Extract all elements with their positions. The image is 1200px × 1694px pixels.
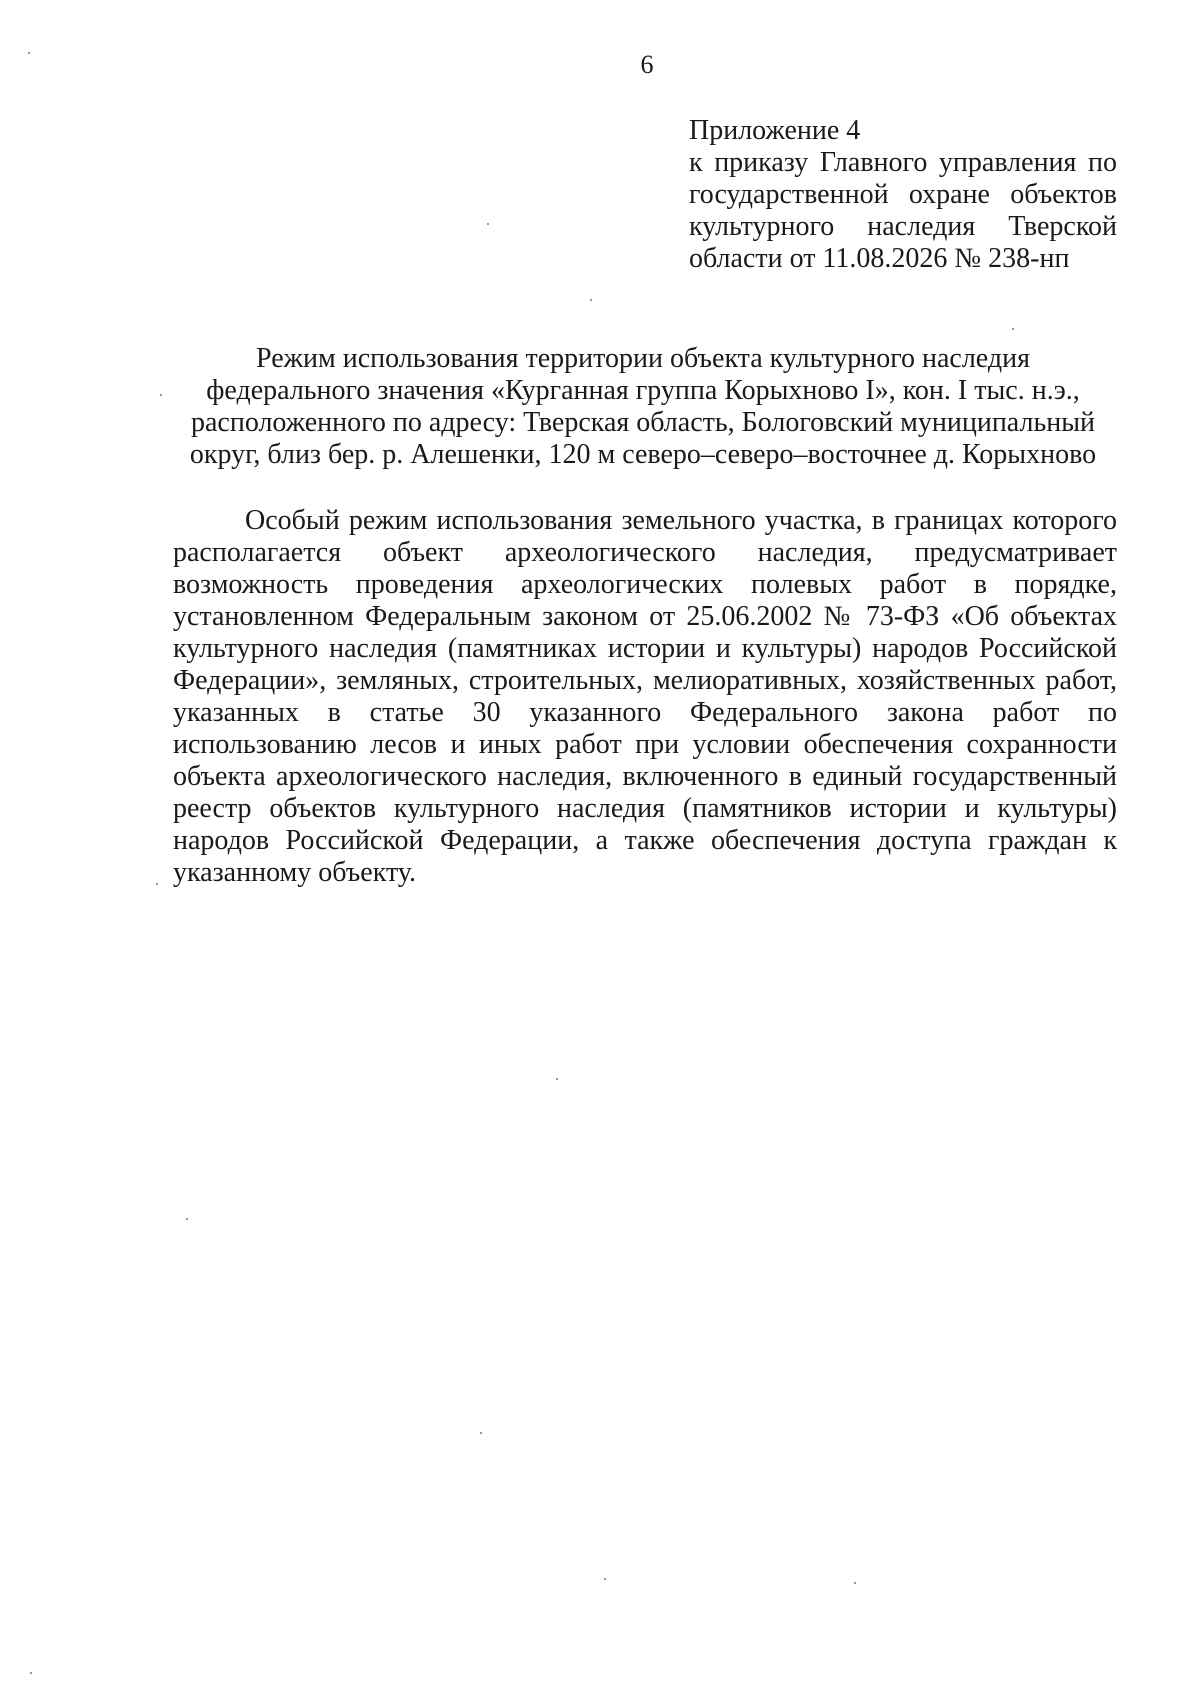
body-line: располагается объект археологического наследия, предусматривает bbox=[173, 537, 1117, 568]
annex-block bbox=[689, 115, 1117, 275]
title-line: федерального значения «Курганная группа Корыхново I», кон. I тыс. н.э., bbox=[206, 375, 1080, 406]
scan-speck bbox=[186, 1218, 188, 1220]
scan-speck bbox=[1012, 328, 1014, 330]
body-paragraph bbox=[173, 505, 1117, 889]
document-title bbox=[170, 343, 1116, 471]
body-line: народов Российской Федерации, а также обеспечения доступа граждан к bbox=[173, 825, 1117, 856]
body-line: Федерации», земляных, строительных, мелиоративных, хозяйственных работ, bbox=[173, 665, 1117, 696]
scan-speck bbox=[30, 1672, 32, 1674]
title-line: округ, близ бер. р. Алешенки, 120 м северо–северо–восточнее д. Корыхново bbox=[189, 439, 1097, 470]
scan-speck bbox=[604, 1578, 606, 1580]
body-line: культурного наследия (памятниках истории и культуры) народов Российской bbox=[173, 633, 1117, 664]
annex-line: Приложение 4 bbox=[689, 115, 861, 146]
body-line: указанному объекту. bbox=[173, 857, 417, 888]
scan-speck bbox=[156, 883, 158, 885]
title-line: Режим использования территории объекта культурного наследия bbox=[256, 343, 1030, 374]
title-line: расположенного по адресу: Тверская область, Бологовский муниципальный bbox=[190, 407, 1095, 438]
annex-line: государственной охране объектов bbox=[689, 179, 1117, 210]
scan-speck bbox=[487, 223, 489, 225]
annex-line: области от 11.08.2026 № 238-нп bbox=[689, 243, 1070, 274]
body-line: установленном Федеральным законом от 25.06.2002 № 73-ФЗ «Об объектах bbox=[173, 601, 1117, 632]
body-line: реестр объектов культурного наследия (памятников истории и культуры) bbox=[173, 793, 1117, 824]
body-line: указанных в статье 30 указанного Федерального закона работ по bbox=[173, 697, 1117, 728]
scan-speck bbox=[556, 1078, 558, 1080]
page-number: 6 bbox=[640, 50, 654, 79]
body-line: Особый режим использования земельного участка, в границах которого bbox=[245, 505, 1117, 536]
annex-line: к приказу Главного управления по bbox=[689, 147, 1117, 178]
scan-speck bbox=[480, 1432, 482, 1434]
scan-speck bbox=[590, 299, 592, 301]
scan-speck bbox=[160, 394, 162, 396]
scan-speck bbox=[854, 1582, 856, 1584]
body-line: использованию лесов и иных работ при условии обеспечения сохранности bbox=[173, 729, 1117, 760]
body-line: объекта археологического наследия, включенного в единый государственный bbox=[173, 761, 1117, 792]
body-line: возможность проведения археологических полевых работ в порядке, bbox=[173, 569, 1117, 600]
annex-line: культурного наследия Тверской bbox=[689, 211, 1117, 242]
scan-speck bbox=[28, 52, 30, 54]
